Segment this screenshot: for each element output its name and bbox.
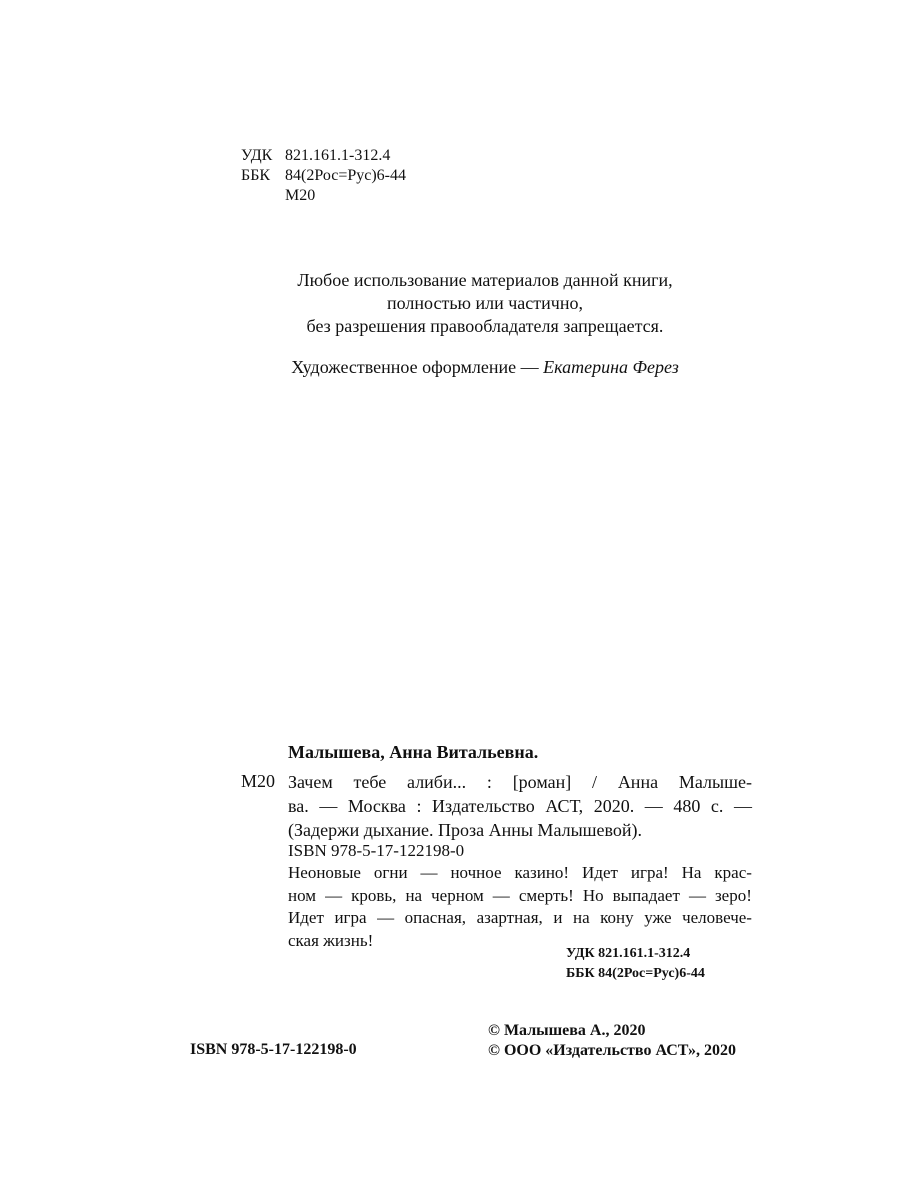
word: — xyxy=(644,796,663,816)
word: : xyxy=(486,772,492,792)
bbk-code: ББК 84(2Рос=Рус)6-44 xyxy=(566,966,705,981)
udk-value: 821.161.1-312.4 xyxy=(285,147,391,164)
record-line: (Задержи дыхание. Проза Анны Малышевой). xyxy=(288,820,643,840)
word: тебе xyxy=(353,772,387,792)
annotation-line: ская жизнь! xyxy=(288,930,374,950)
notice-line: полностью или частично, xyxy=(387,293,583,313)
word: — xyxy=(492,885,510,905)
word: ва. xyxy=(288,796,309,816)
word: с. xyxy=(710,796,724,816)
word: Неоновые xyxy=(288,863,361,882)
word: — xyxy=(688,885,706,905)
word: — xyxy=(377,908,395,927)
word: азартная, xyxy=(476,908,543,927)
notice-line: без разрешения правообладателя запрещается. xyxy=(306,316,664,336)
record-code: М20 xyxy=(241,771,276,791)
classification-block-bottom xyxy=(566,944,705,984)
word: Зачем xyxy=(288,772,333,792)
udk-code: УДК 821.161.1-312.4 xyxy=(566,946,691,961)
word: игра xyxy=(334,908,367,927)
word: АСТ, xyxy=(545,796,584,816)
word: Малыше- xyxy=(678,772,752,792)
word: смерть! xyxy=(518,885,574,905)
word: Идет xyxy=(288,908,324,927)
record-isbn: ISBN 978-5-17-122198-0 xyxy=(288,841,465,860)
bbk-label: ББК xyxy=(241,167,271,184)
word: опасная, xyxy=(404,908,467,927)
word: огни xyxy=(373,863,408,882)
udk-row xyxy=(241,146,406,166)
annotation-line xyxy=(288,862,752,885)
word: — xyxy=(733,796,752,816)
word: [роман] xyxy=(512,772,572,792)
annotation-line xyxy=(288,885,752,908)
word: — xyxy=(325,885,343,905)
word: на xyxy=(572,908,590,927)
copyright-block xyxy=(488,1021,736,1061)
word: черном xyxy=(431,885,484,905)
design-credit-name: Екатерина Ферез xyxy=(543,357,679,377)
word: Москва xyxy=(347,796,406,816)
word: на xyxy=(405,885,423,905)
word: — xyxy=(420,863,438,882)
word: На xyxy=(681,863,702,882)
bbk-row xyxy=(241,166,406,186)
udk-label: УДК xyxy=(241,147,273,164)
record-line xyxy=(288,794,752,818)
word: Издательство xyxy=(432,796,535,816)
word: уже xyxy=(644,908,672,927)
copyright-notice xyxy=(200,269,770,338)
record-author: Малышева, Анна Витальевна. xyxy=(288,742,539,762)
word: выпадает xyxy=(612,885,680,905)
word: 480 xyxy=(673,796,701,816)
word: алиби... xyxy=(407,772,467,792)
annotation-line xyxy=(288,907,752,930)
word: / xyxy=(592,772,598,792)
copyright-line: © Малышева А., 2020 xyxy=(488,1022,646,1039)
word: 2020. xyxy=(593,796,635,816)
word: игра! xyxy=(630,863,669,882)
word: Анна xyxy=(617,772,659,792)
word: Идет xyxy=(582,863,618,882)
word: и xyxy=(553,908,563,927)
notice-line: Любое использование материалов данной книги, xyxy=(297,270,673,290)
bbk-value: 84(2Рос=Рус)6-44 xyxy=(285,167,407,184)
word: человече- xyxy=(682,908,752,927)
word: ночное xyxy=(450,863,502,882)
record-description xyxy=(288,770,752,842)
word: кровь, xyxy=(351,885,397,905)
copyright-line: © ООО «Издательство АСТ», 2020 xyxy=(488,1042,737,1059)
annotation xyxy=(288,862,752,952)
word: зеро! xyxy=(714,885,752,905)
word: кону xyxy=(600,908,634,927)
design-credit xyxy=(200,356,770,379)
word: Но xyxy=(582,885,604,905)
word: — xyxy=(319,796,338,816)
isbn-bold: ISBN 978-5-17-122198-0 xyxy=(190,1041,357,1058)
record-line xyxy=(288,770,752,794)
word: : xyxy=(416,796,422,816)
word: ном xyxy=(288,885,317,905)
classification-block-top xyxy=(241,146,406,206)
word: казино! xyxy=(514,863,570,882)
word: крас- xyxy=(714,863,752,882)
author-mark: М20 xyxy=(285,187,316,204)
design-credit-prefix: Художественное оформление — xyxy=(291,357,544,377)
